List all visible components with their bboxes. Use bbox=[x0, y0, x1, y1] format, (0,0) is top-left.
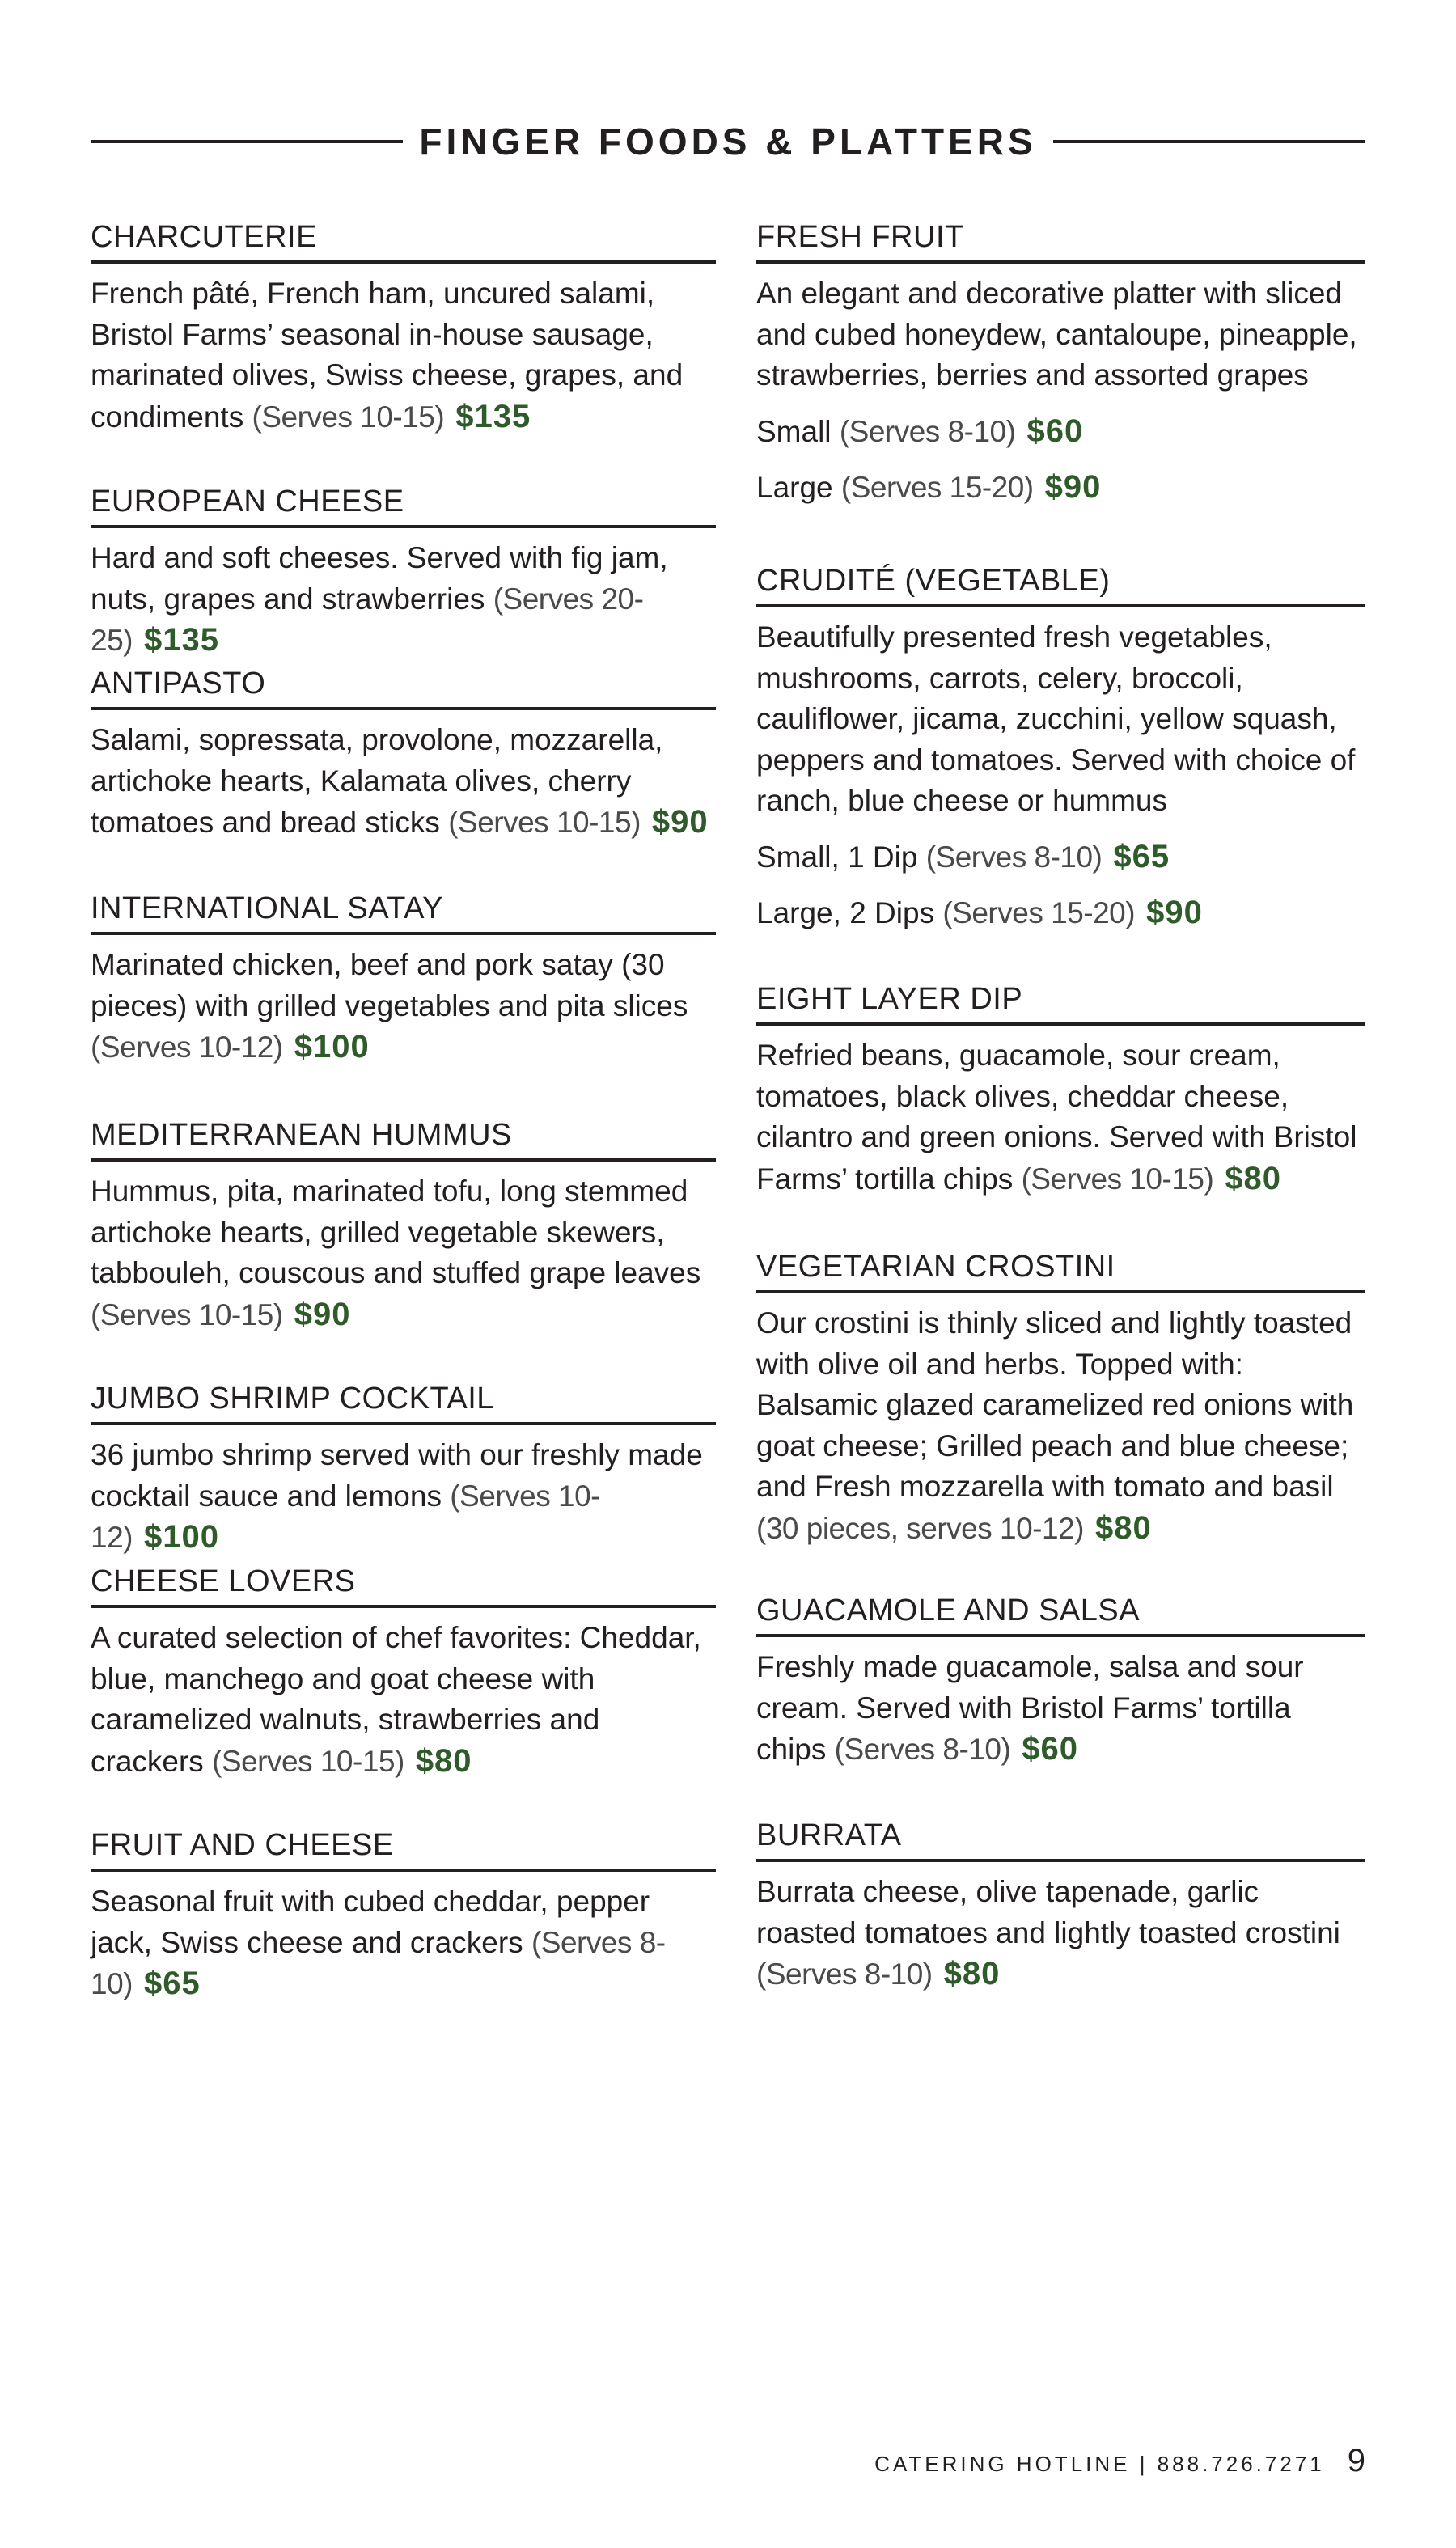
serves-label: (Serves 8-10) bbox=[834, 1733, 1011, 1766]
serves-label: (Serves 10-12) bbox=[91, 1031, 283, 1064]
menu-item-charcuterie bbox=[91, 218, 716, 438]
item-name: GUACAMOLE AND SALSA bbox=[756, 1594, 1141, 1627]
serves-label: (Serves 10-12) bbox=[91, 1479, 600, 1554]
price: $135 bbox=[143, 622, 219, 658]
item-name: BURRATA bbox=[756, 1818, 902, 1852]
price: $100 bbox=[143, 1519, 219, 1555]
item-description: Beautifully presented fresh vegetables, mushrooms, carrots, celery, broccoli, cauliflower, jicama, zucchini, yellow squash, peppers and tomatoes. Served with choice of ranch, blue cheese or hummus bbox=[756, 620, 1356, 817]
menu-item-fresh-fruit bbox=[756, 218, 1365, 508]
item-name: JUMBO SHRIMP COCKTAIL bbox=[91, 1382, 494, 1416]
item-description: Marinated chicken, beef and pork satay (30 pieces) with grilled vegetables and pita slices (Serves 10-12) $100 bbox=[91, 948, 688, 1064]
serves-label: (Serves 8-10) bbox=[925, 840, 1103, 874]
price: $80 bbox=[1225, 1160, 1282, 1196]
header-rule-left bbox=[91, 140, 403, 143]
price: $90 bbox=[1146, 894, 1203, 930]
item-description: A curated selection of chef favorites: Cheddar, blue, manchego and goat cheese with caramelized walnuts, strawberries and crackers (Serves 10-15) $80 bbox=[91, 1621, 701, 1779]
item-name: ANTIPASTO bbox=[91, 667, 266, 700]
item-divider bbox=[756, 1859, 1365, 1862]
serves-label: (Serves 10-15) bbox=[1021, 1162, 1214, 1196]
page-footer bbox=[874, 2443, 1365, 2479]
menu-item-eight-layer-dip bbox=[756, 980, 1365, 1200]
item-divider bbox=[756, 1634, 1365, 1637]
item-description: Refried beans, guacamole, sour cream, tomatoes, black olives, cheddar cheese, cilantro and green onions. Served with Bristol Farms’ tortilla chips (Serves 10-15) $80 bbox=[756, 1039, 1357, 1196]
item-description: Freshly made guacamole, salsa and sour cream. Served with Bristol Farms’ tortilla chips (Serves 8-10) $60 bbox=[756, 1650, 1304, 1767]
serves-label: (Serves 15-20) bbox=[942, 895, 1136, 929]
price: $135 bbox=[455, 398, 531, 434]
item-description: French pâté, French ham, uncured salami, Bristol Farms’ seasonal in-house sausage, marinated olives, Swiss cheese, grapes, and condiments (Serves 10-15) $135 bbox=[91, 277, 684, 434]
item-description: Burrata cheese, olive tapenade, garlic roasted tomatoes and lightly toasted crostini (Serves 8-10) $80 bbox=[756, 1875, 1340, 1991]
price: $65 bbox=[143, 1966, 201, 2001]
item-description: Our crostini is thinly sliced and lightly toasted with olive oil and herbs. Topped with: Balsamic glazed caramelized red onions with goat cheese; Grilled peach and blue cheese; and Fresh mozzarella with tomato and basil (30 pieces, serves 10-12) $80 bbox=[756, 1306, 1354, 1546]
item-name: FRESH FRUIT bbox=[756, 220, 964, 254]
item-divider bbox=[91, 932, 716, 935]
item-description: Seasonal fruit with cubed cheddar, pepper jack, Swiss cheese and crackers (Serves 8-10) $65 bbox=[91, 1885, 666, 2001]
item-divider bbox=[756, 1022, 1365, 1026]
menu-item-fruit-and-cheese bbox=[91, 1826, 716, 2005]
item-divider bbox=[91, 525, 716, 528]
item-name: CRUDITÉ (VEGETABLE) bbox=[756, 564, 1111, 598]
menu-item-mediterranean-hummus bbox=[91, 1116, 716, 1335]
price: $60 bbox=[1026, 413, 1084, 449]
menu-item-burrata bbox=[756, 1817, 1365, 1996]
item-name: INTERNATIONAL SATAY bbox=[91, 891, 443, 925]
item-divider bbox=[91, 1605, 716, 1608]
item-name: MEDITERRANEAN HUMMUS bbox=[91, 1118, 512, 1152]
serves-label: (Serves 8-10) bbox=[839, 414, 1016, 448]
serves-label: (Serves 10-15) bbox=[91, 1297, 283, 1331]
price: $80 bbox=[943, 1956, 1001, 1991]
header-rule-right bbox=[1053, 140, 1365, 143]
item-description: An elegant and decorative platter with sliced and cubed honeydew, cantaloupe, pineapple, strawberries, berries and assorted grapes bbox=[756, 277, 1357, 392]
page-number: 9 bbox=[1347, 2443, 1365, 2478]
item-divider bbox=[91, 707, 716, 710]
item-description: 36 jumbo shrimp served with our freshly made cocktail sauce and lemons (Serves 10-12) $100 bbox=[91, 1438, 703, 1555]
section-header bbox=[91, 113, 1365, 170]
price: $90 bbox=[1044, 468, 1102, 505]
menu-item-european-cheese bbox=[91, 483, 716, 662]
serves-label: (30 pieces, serves 10-12) bbox=[756, 1511, 1084, 1545]
section-title: FINGER FOODS & PLATTERS bbox=[419, 121, 1037, 163]
menu-item-international-satay bbox=[91, 890, 716, 1069]
item-name: CHEESE LOVERS bbox=[91, 1564, 356, 1598]
item-divider bbox=[91, 1869, 716, 1872]
size-option-small: Small (Serves 8-10) $60 bbox=[756, 413, 1084, 449]
size-option-large: Large (Serves 15-20) $90 bbox=[756, 468, 1102, 505]
serves-label: (Serves 10-15) bbox=[212, 1744, 404, 1778]
serves-label: (Serves 10-15) bbox=[252, 400, 445, 434]
item-description: Hummus, pita, marinated tofu, long stemmed artichoke hearts, grilled vegetable skewers, tabbouleh, couscous and stuffed grape leaves (Serves 10-15) $90 bbox=[91, 1175, 701, 1332]
price: $100 bbox=[294, 1029, 370, 1064]
menu-item-crudite bbox=[756, 562, 1365, 933]
price: $90 bbox=[651, 804, 709, 840]
item-name: FRUIT AND CHEESE bbox=[91, 1828, 394, 1862]
item-name: VEGETARIAN CROSTINI bbox=[756, 1250, 1115, 1284]
item-name: CHARCUTERIE bbox=[91, 220, 317, 254]
price: $80 bbox=[415, 1742, 472, 1779]
serves-label: (Serves 8-10) bbox=[756, 1958, 933, 1991]
item-divider bbox=[91, 260, 716, 264]
item-description: Hard and soft cheeses. Served with fig jam, nuts, grapes and strawberries (Serves 20-25) $135 bbox=[91, 541, 668, 658]
price: $60 bbox=[1022, 1731, 1079, 1767]
item-name: EUROPEAN CHEESE bbox=[91, 485, 404, 518]
serves-label: (Serves 20-25) bbox=[91, 582, 644, 657]
item-divider bbox=[91, 1422, 716, 1425]
item-divider bbox=[91, 1158, 716, 1162]
item-description: Salami, sopressata, provolone, mozzarella, artichoke hearts, Kalamata olives, cherry tomatoes and bread sticks (Serves 10-15) $90 bbox=[91, 723, 709, 840]
item-name: EIGHT LAYER DIP bbox=[756, 982, 1023, 1016]
menu-item-jumbo-shrimp-cocktail bbox=[91, 1380, 716, 1559]
catering-hotline: CATERING HOTLINE | 888.726.7271 bbox=[874, 2452, 1325, 2476]
menu-item-cheese-lovers bbox=[91, 1563, 716, 1782]
serves-label: (Serves 10-15) bbox=[448, 806, 641, 839]
menu-item-vegetarian-crostini bbox=[756, 1248, 1365, 1549]
price: $90 bbox=[294, 1296, 351, 1332]
item-divider bbox=[756, 1290, 1365, 1293]
serves-label: (Serves 8-10) bbox=[91, 1925, 666, 2000]
item-divider bbox=[756, 260, 1365, 264]
size-option-small: Small, 1 Dip (Serves 8-10) $65 bbox=[756, 838, 1170, 874]
size-option-large: Large, 2 Dips (Serves 15-20) $90 bbox=[756, 894, 1203, 930]
price: $65 bbox=[1113, 838, 1170, 874]
menu-item-antipasto bbox=[91, 665, 716, 844]
serves-label: (Serves 15-20) bbox=[840, 470, 1034, 504]
menu-item-guacamole-and-salsa bbox=[756, 1592, 1365, 1771]
price: $80 bbox=[1094, 1509, 1152, 1546]
item-divider bbox=[756, 604, 1365, 607]
